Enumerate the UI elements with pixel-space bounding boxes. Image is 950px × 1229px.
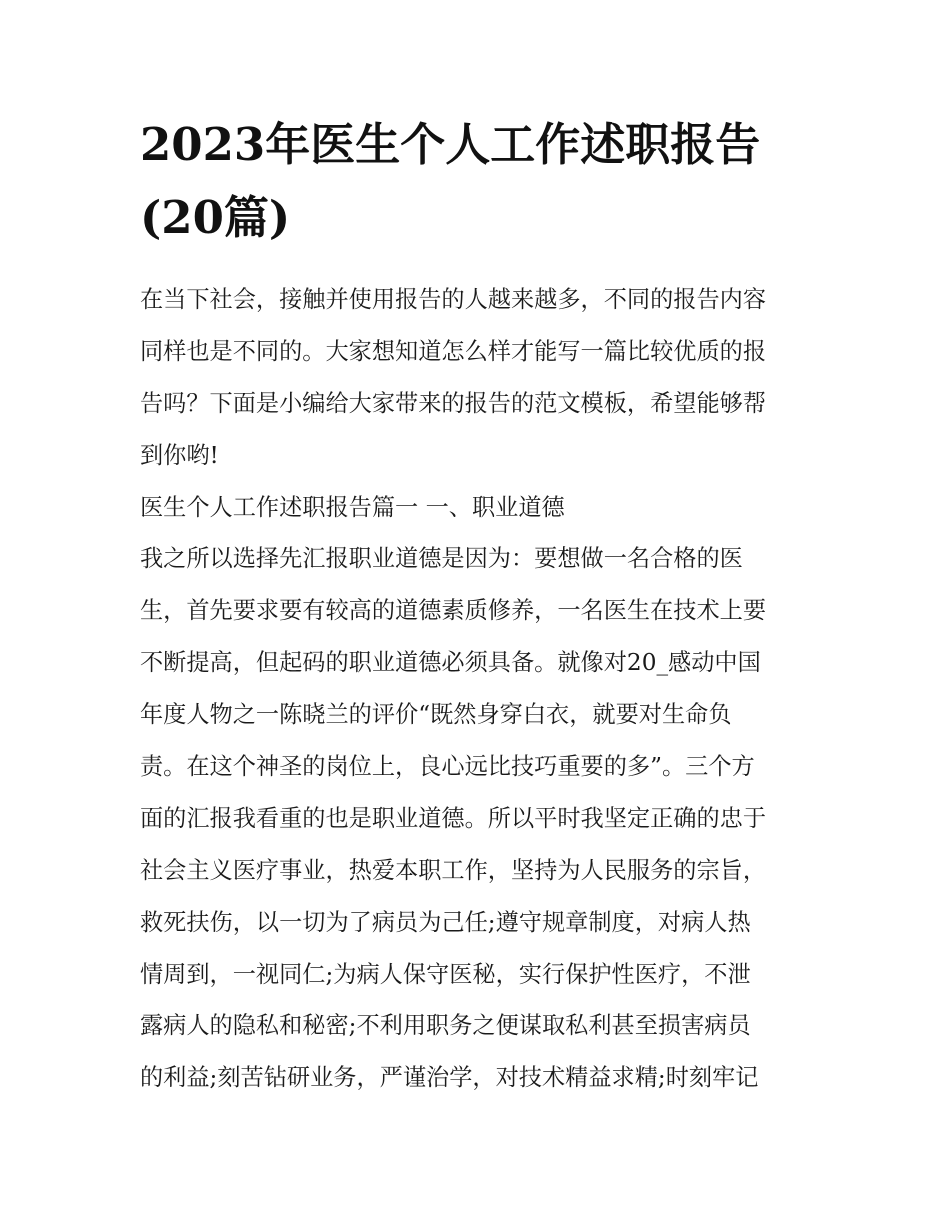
body-line: 救死扶伤，以一切为了病员为己任;遵守规章制度，对病人热: [140, 908, 751, 936]
title-line: (20篇): [140, 191, 291, 244]
body-line: 同样也是不同的。大家想知道怎么样才能写一篇比较优质的报: [140, 337, 767, 365]
body-line: 露病人的隐私和秘密;不利用职务之便谋取私利甚至损害病员: [140, 1012, 751, 1040]
body-line: 不断提高，但起码的职业道德必须具备。就像对20_感动中国: [140, 649, 761, 677]
title-line: 2023年医生个人工作述职报告: [140, 118, 761, 171]
body-line: 我之所以选择先汇报职业道德是因为：要想做一名合格的医: [140, 545, 743, 573]
body-line: 生，首先要求要有较高的道德素质修养，一名医生在技术上要: [140, 597, 767, 625]
body-line: 到你哟!: [140, 441, 219, 469]
body-line: 社会主义医疗事业，热爱本职工作，坚持为人民服务的宗旨，: [140, 856, 767, 884]
body-line: 在当下社会，接触并使用报告的人越来越多，不同的报告内容: [140, 286, 767, 313]
document-body: [140, 280, 820, 1110]
document-title: [140, 116, 820, 247]
body-line: 面的汇报我看重的也是职业道德。所以平时我坚定正确的忠于: [140, 804, 767, 832]
body-line: 的利益;刻苦钻研业务，严谨治学，对技术精益求精;时刻牢记: [140, 1064, 759, 1092]
body-line: 情周到，一视同仁;为病人保守医秘，实行保护性医疗，不泄: [140, 960, 751, 988]
body-line: 责。在这个神圣的岗位上，良心远比技巧重要的多”。三个方: [140, 753, 755, 781]
section-heading: 医生个人工作述职报告篇一 一、职业道德: [140, 493, 565, 521]
body-line: 告吗？下面是小编给大家带来的报告的范文模板，希望能够帮: [140, 389, 767, 417]
body-line: 年度人物之一陈晓兰的评价“既然身穿白衣，就要对生命负: [140, 701, 732, 729]
